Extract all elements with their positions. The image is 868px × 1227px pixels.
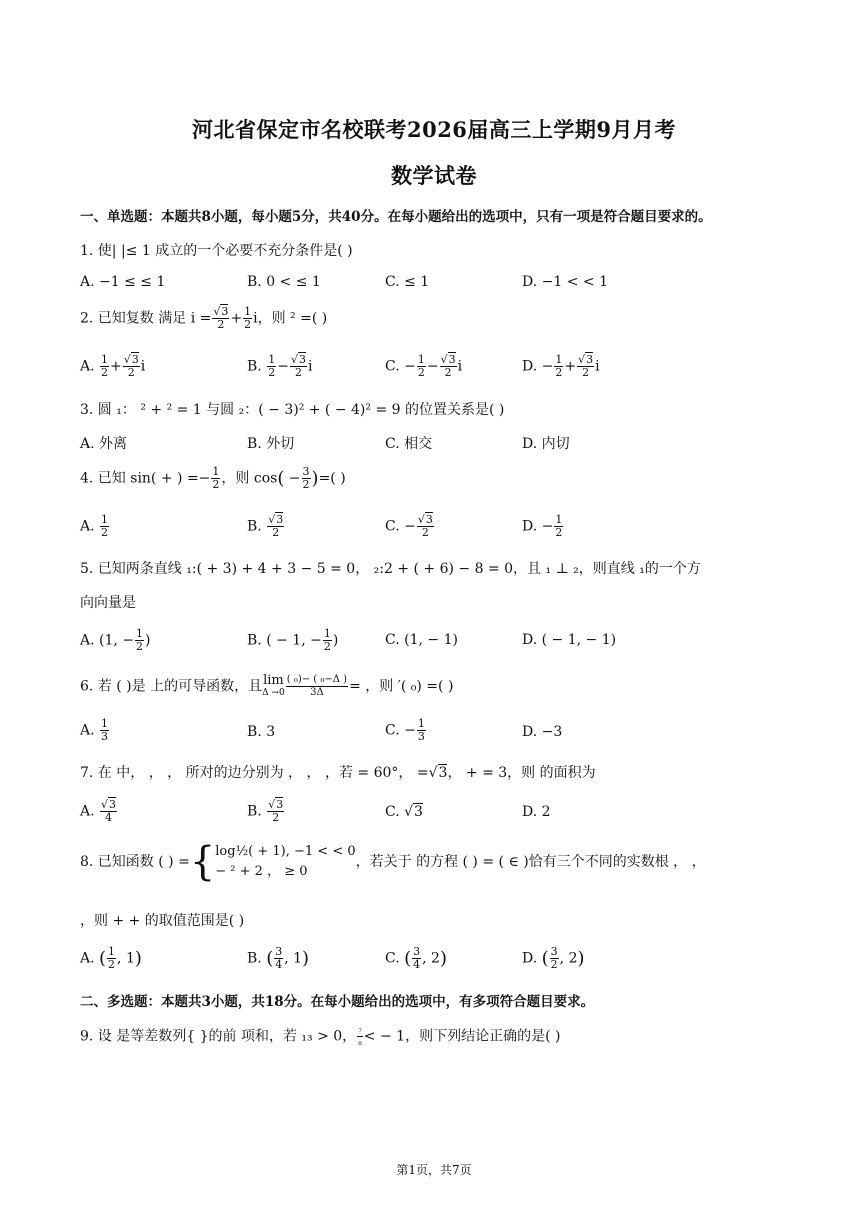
question-1-option-c: C. ≤ 1	[385, 274, 430, 290]
page-subtitle: 数学试卷	[391, 163, 477, 188]
question-8-stem-line-2: ，则 + + 的取值范围是( )	[80, 913, 245, 929]
question-3-stem: 3. 圆 ₁： ² + ² = 1 与圆 ₂：( − 3)² + ( − 4)² = 9 的位置关系是( )	[80, 402, 505, 418]
question-8-option-b: B. ( $\frac{3}{4}$ , 1)	[247, 945, 310, 971]
question-1-stem: 1. 使| |≤ 1 成立的一个必要不充分条件是( )	[80, 243, 353, 259]
question-2-option-b: B. $\frac{1}{2}$ − $\frac{√3}{2}$ i	[247, 353, 313, 379]
question-8-option-a: A. ( $\frac{1}{2}$ , 1)	[80, 945, 142, 971]
question-3-option-d: D. 内切	[522, 436, 570, 452]
question-3-option-b: B. 外切	[247, 436, 295, 452]
question-1-option-a: A. −1 ≤ ≤ 1	[80, 274, 166, 290]
page-title: 河北省保定市名校联考2026届高三上学期9月月考	[191, 117, 677, 142]
section-heading-single-choice: 一、单选题：本题共8小题，每小题5分，共40分。在每小题给出的选项中，只有一项是符合题目要求的。	[80, 209, 712, 225]
question-7-option-d: D. 2	[522, 804, 551, 820]
question-8-stem-line-1: 8. 已知函数 ( ) ={ log½( + 1), −1 < < 0 − ² + 2 ， ≥ 0 ，若关于 的方程 ( ) = ( ∈ )恰有三个不同的实数根 ， ，	[80, 839, 706, 885]
question-4-stem: 4. 已知 sin( + ) =− $\frac{1}{2}$ ，则 cos( − $\frac{3}{2}$ )=( )	[80, 465, 346, 491]
question-4-option-a: A. $\frac{1}{2}$	[80, 513, 109, 539]
question-1-option-b: B. 0 < ≤ 1	[247, 274, 321, 290]
question-2-option-c: C. − $\frac{1}{2}$ − $\frac{√3}{2}$ i	[385, 353, 463, 379]
section-heading-multiple-choice: 二、多选题：本题共3小题，共18分。在每小题给出的选项中，有多项符合题目要求。	[80, 994, 595, 1010]
question-3-option-a: A. 外离	[80, 436, 128, 452]
question-9-stem: 9. 设 是等差数列{ }的前 项和，若 ₁₃ > 0， $\frac{\text{₇}}{\text{₈}}$ < − 1，则下列结论正确的是( )	[80, 1025, 561, 1048]
question-1-option-d: D. −1 < < 1	[522, 274, 608, 290]
question-5-option-d: D. ( − 1, − 1)	[522, 632, 617, 648]
question-2-option-d: D. − $\frac{1}{2}$ + $\frac{√3}{2}$ i	[522, 353, 600, 379]
question-8-option-d: D. ( $\frac{3}{2}$ , 2)	[522, 945, 585, 971]
question-2-option-a: A. $\frac{1}{2}$ + $\frac{√3}{2}$ i	[80, 353, 146, 379]
question-7-option-a: A. $\frac{√3}{4}$	[80, 798, 117, 824]
question-5-stem-line-1: 5. 已知两条直线 ₁:( + 3) + 4 + 3 − 5 = 0， ₂:2 + ( + 6) − 8 = 0，且 ₁ ⊥ ₂，则直线 ₁的一个方	[80, 561, 701, 577]
question-7-option-c: C. √3	[385, 804, 423, 820]
page-footer: 第1页，共7页	[396, 1163, 472, 1177]
question-6-option-b: B. 3	[247, 724, 276, 740]
question-8-option-c: C. ( $\frac{3}{4}$ , 2)	[385, 945, 447, 971]
question-6-option-d: D. −3	[522, 724, 563, 740]
question-4-option-c: C. − $\frac{√3}{2}$	[385, 513, 433, 539]
question-5-option-c: C. (1, − 1)	[385, 632, 458, 648]
question-5-option-b: B. ( − 1, − $\frac{1}{2}$ )	[247, 627, 339, 653]
question-2-stem: 2. 已知复数 满足 i = $\frac{√3}{2}$ + $\frac{1}{2}$ i，则 ² =( )	[80, 305, 328, 331]
question-4-option-b: B. $\frac{√3}{2}$	[247, 513, 284, 539]
question-5-stem-line-2: 向向量是	[80, 595, 136, 611]
question-4-option-d: D. − $\frac{1}{2}$	[522, 513, 563, 539]
question-5-option-a: A. (1, − $\frac{1}{2}$ )	[80, 627, 151, 653]
question-6-option-a: A. $\frac{1}{3}$	[80, 717, 109, 743]
question-6-option-c: C. − $\frac{1}{3}$	[385, 717, 425, 743]
question-7-stem: 7. 在 中， ， ， 所对的边分别为 ， ， ，若 = 60°， =√3， + = 3，则 的面积为	[80, 765, 596, 781]
question-7-option-b: B. $\frac{√3}{2}$	[247, 798, 284, 824]
question-6-stem: 6. 若 ( )是 上的可导函数，且 lim Δ →0 $\frac{\text{( ₀)− ( ₀−Δ )}}{3\Delta}$ = ，则 ′( ₀) =( )	[80, 672, 454, 698]
question-3-option-c: C. 相交	[385, 436, 433, 452]
